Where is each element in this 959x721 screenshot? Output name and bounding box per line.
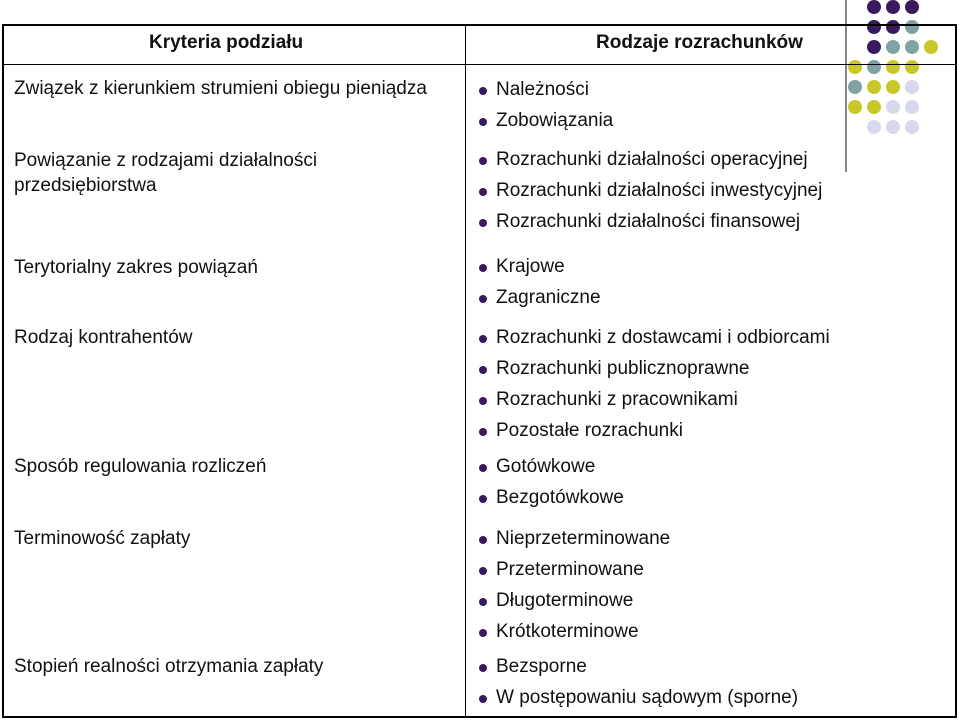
list-item: Gotówkowe <box>476 451 624 482</box>
types-list <box>476 322 830 446</box>
list-item: Krajowe <box>476 251 601 282</box>
criterion-cell: Sposób regulowania rozliczeń <box>14 456 267 477</box>
header-criteria: Kryteria podziału <box>149 32 304 53</box>
bullet-icon <box>479 264 487 272</box>
header-divider <box>4 64 955 65</box>
criterion-cell: Rodzaj kontrahentów <box>14 327 193 348</box>
bullet-icon <box>479 695 487 703</box>
bullet-icon <box>479 366 487 374</box>
bullet-icon <box>479 219 487 227</box>
list-item: Rozrachunki działalności inwestycyjnej <box>476 175 822 206</box>
bullet-icon <box>479 629 487 637</box>
types-list <box>476 144 822 237</box>
list-item: Krótkoterminowe <box>476 616 670 647</box>
list-item: Bezgotówkowe <box>476 482 624 513</box>
list-item: Przeterminowane <box>476 554 670 585</box>
bullet-icon <box>479 157 487 165</box>
types-list <box>476 251 601 313</box>
bullet-icon <box>479 428 487 436</box>
list-item: Rozrachunki z pracownikami <box>476 384 830 415</box>
list-item: Należności <box>476 74 613 105</box>
list-item: Zobowiązania <box>476 105 613 136</box>
types-list <box>476 651 798 713</box>
criterion-cell: Terminowość zapłaty <box>14 528 191 549</box>
criterion-cell: Terytorialny zakres powiązań <box>14 257 258 278</box>
bullet-icon <box>479 567 487 575</box>
header-types: Rodzaje rozrachunków <box>596 32 803 53</box>
list-item: Rozrachunki z dostawcami i odbiorcami <box>476 322 830 353</box>
types-list <box>476 451 624 513</box>
bullet-icon <box>479 335 487 343</box>
types-list <box>476 523 670 647</box>
bullet-icon <box>479 598 487 606</box>
decorative-dot <box>867 0 881 14</box>
bullet-icon <box>479 495 487 503</box>
list-item: W postępowaniu sądowym (sporne) <box>476 682 798 713</box>
list-item: Bezsporne <box>476 651 798 682</box>
criterion-cell: Powiązanie z rodzajami działalności przedsiębiorstwa <box>14 150 318 196</box>
bullet-icon <box>479 295 487 303</box>
list-item: Pozostałe rozrachunki <box>476 415 830 446</box>
list-item: Zagraniczne <box>476 282 601 313</box>
types-list <box>476 74 613 136</box>
classification-table <box>2 24 957 718</box>
list-item: Długoterminowe <box>476 585 670 616</box>
criterion-cell: Związek z kierunkiem strumieni obiegu pieniądza <box>14 78 427 99</box>
decorative-dot <box>886 0 900 14</box>
list-item: Nieprzeterminowane <box>476 523 670 554</box>
column-divider <box>465 26 466 716</box>
bullet-icon <box>479 536 487 544</box>
bullet-icon <box>479 188 487 196</box>
bullet-icon <box>479 397 487 405</box>
bullet-icon <box>479 118 487 126</box>
bullet-icon <box>479 87 487 95</box>
list-item: Rozrachunki działalności operacyjnej <box>476 144 822 175</box>
bullet-icon <box>479 664 487 672</box>
criterion-cell: Stopień realności otrzymania zapłaty <box>14 656 324 677</box>
list-item: Rozrachunki publicznoprawne <box>476 353 830 384</box>
bullet-icon <box>479 464 487 472</box>
list-item: Rozrachunki działalności finansowej <box>476 206 822 237</box>
decorative-dot <box>905 0 919 14</box>
